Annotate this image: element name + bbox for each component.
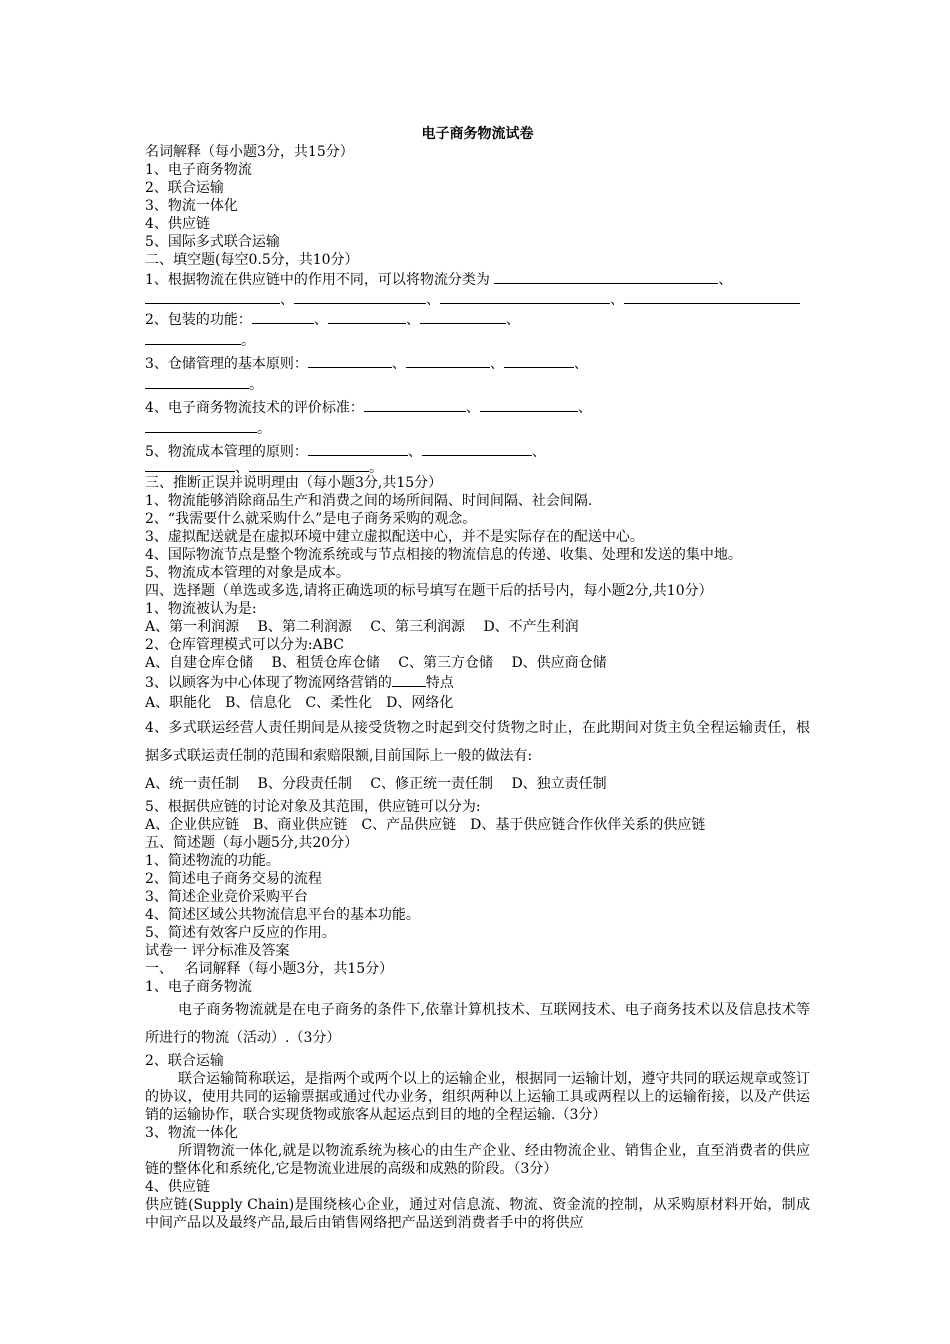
s3-item-1: 1、物流能够消除商品生产和消费之间的场所间隔、时间间隔、社会间隔. xyxy=(145,493,593,509)
section-1-heading: 名词解释（每小题3分，共15分） xyxy=(145,144,354,160)
s2-q5-cont: 、 。 xyxy=(145,461,810,474)
s4-q2: 2、仓库管理模式可以分为:ABC xyxy=(145,637,344,653)
s4-q5-options: A、企业供应链 B、商业供应链 C、产品供应链 D、基于供应链合作伙伴关系的供应链 xyxy=(145,817,706,833)
s2-q2-cont: 。 xyxy=(145,329,810,353)
s4-q3: 3、以顾客为中心体现了物流网络营销的 特点 xyxy=(145,672,810,692)
s2-q4-text: 4、电子商务物流技术的评价标准： xyxy=(145,400,364,416)
blank[interactable] xyxy=(249,461,369,472)
s2-q5: 5、物流成本管理的原则： 、 、 xyxy=(145,441,810,461)
s2-q3: 3、仓储管理的基本原则： 、 、 、 xyxy=(145,353,810,373)
blank[interactable] xyxy=(252,309,314,324)
blank[interactable] xyxy=(145,289,280,304)
s1-item-4: 4、供应链 xyxy=(145,216,210,232)
s1-item-3: 3、物流一体化 xyxy=(145,198,238,214)
document-page xyxy=(145,125,810,1232)
s4-q4: 4、多式联运经营人责任期间是从接受货物之时起到交付货物之时止，在此期间对货主负全程运输责任，根据多式联运责任制的范围和索赔限额,目前国际上一般的做法有: xyxy=(145,720,810,764)
s5-item-1: 1、简述物流的功能。 xyxy=(145,853,280,869)
blank[interactable] xyxy=(364,397,466,412)
s4-q1: 1、物流被认为是: xyxy=(145,601,257,617)
blank[interactable] xyxy=(420,309,506,324)
blank[interactable] xyxy=(145,330,241,345)
answer-3-text: 所谓物流一体化,就是以物流系统为核心的由生产企业、经由物流企业、销售企业，直至消费者的供应链的整体化和系统化,它是物流业进展的高级和成熟的阶段。（3分） xyxy=(145,1143,810,1177)
answer-1-heading: 1、电子商务物流 xyxy=(145,979,252,995)
s2-q3-text: 3、仓储管理的基本原则： xyxy=(145,356,308,372)
s1-item-2: 2、联合运输 xyxy=(145,180,224,196)
s3-item-5: 5、物流成本管理的对象是成本。 xyxy=(145,565,350,581)
blank[interactable] xyxy=(328,309,406,324)
blank[interactable] xyxy=(308,441,408,456)
s3-item-3: 3、虚拟配送就是在虚拟环境中建立虚拟配送中心，并不是实际存在的配送中心。 xyxy=(145,529,644,545)
blank[interactable] xyxy=(294,289,426,304)
blank[interactable] xyxy=(392,672,426,687)
s1-item-1: 1、电子商务物流 xyxy=(145,162,252,178)
s5-item-5: 5、简述有效客户反应的作用。 xyxy=(145,925,336,941)
section-4-heading: 四、选择题（单选或多选,请将正确选项的标号填写在题干后的括号内，每小题2分,共10分） xyxy=(145,583,713,599)
document-title: 电子商务物流试卷 xyxy=(421,126,534,142)
blank[interactable] xyxy=(624,289,800,304)
blank[interactable] xyxy=(494,269,718,284)
blank[interactable] xyxy=(422,441,532,456)
blank[interactable] xyxy=(480,397,578,412)
s4-q1-options: A、第一利润源 B、第二利润源 C、第三利润源 D、不产生利润 xyxy=(145,619,579,635)
s4-q4-options: A、统一责任制 B、分段责任制 C、修正统一责任制 D、独立责任制 xyxy=(145,776,607,792)
s3-item-2: 2、“我需要什么就采购什么”是电子商务采购的观念。 xyxy=(145,511,477,527)
s4-q5: 5、根据供应链的讨论对象及其范围，供应链可以分为: xyxy=(145,799,481,815)
s3-item-4: 4、国际物流节点是整个物流系统或与节点相接的物流信息的传递、收集、处理和发送的集中地。 xyxy=(145,547,742,563)
blank[interactable] xyxy=(504,353,574,368)
section-5-heading: 五、简述题（每小题5分,共20分） xyxy=(145,835,359,851)
blank[interactable] xyxy=(406,353,490,368)
answer-1-text: 电子商务物流就是在电子商务的条件下,依靠计算机技术、互联网技术、电子商务技术以及信息技术等所进行的物流（活动）.（3分） xyxy=(145,1002,810,1046)
answer-2-text: 联合运输简称联运，是指两个或两个以上的运输企业，根据同一运输计划，遵守共同的联运规章或签订的协议，使用共同的运输票据或通过代办业务，组织两种以上运输工具或两程以上的运输衔接，以及产供运销的运输协作，联合实现货物或旅客从起运点到目的地的全程运输.（3分） xyxy=(145,1071,810,1123)
answer-section-heading: 一、 名词解释（每小题3分，共15分） xyxy=(145,961,394,977)
s2-q2-text: 2、包装的功能： xyxy=(145,312,252,328)
blank[interactable] xyxy=(308,353,392,368)
s2-q4-cont: 。 xyxy=(145,417,810,441)
section-3-heading: 三、推断正误并说明理由（每小题3分,共15分） xyxy=(145,475,443,491)
s2-q4: 4、电子商务物流技术的评价标准： 、 、 xyxy=(145,397,810,417)
section-2-heading: 二、填空题(每空0.5分，共10分） xyxy=(145,252,359,268)
answer-4-text: 供应链(Supply Chain)是围绕核心企业，通过对信息流、物流、资金流的控制，从采购原材料开始，制成中间产品以及最终产品,最后由销售网络把产品送到消费者手中的将供应 xyxy=(145,1197,810,1231)
s5-item-2: 2、简述电子商务交易的流程 xyxy=(145,871,322,887)
s2-q1-cont: 、 、 、 xyxy=(145,289,810,309)
s2-q3-cont: 。 xyxy=(145,373,810,397)
answer-title: 试卷一 评分标准及答案 xyxy=(145,943,290,959)
s5-item-4: 4、简述区域公共物流信息平台的基本功能。 xyxy=(145,907,420,923)
s4-q2-options: A、自建仓库仓储 B、租赁仓库仓储 C、第三方仓储 D、供应商仓储 xyxy=(145,655,607,671)
s4-q3-options: A、职能化 B、信息化 C、柔性化 D、网络化 xyxy=(145,695,454,711)
s5-item-3: 3、简述企业竞价采购平台 xyxy=(145,889,308,905)
blank[interactable] xyxy=(145,418,257,433)
s2-q1: 1、根据物流在供应链中的作用不同，可以将物流分类为 、 xyxy=(145,269,810,289)
answer-2-heading: 2、联合运输 xyxy=(145,1053,224,1069)
s2-q5-text: 5、物流成本管理的原则： xyxy=(145,444,308,460)
blank[interactable] xyxy=(145,461,235,472)
s1-item-5: 5、国际多式联合运输 xyxy=(145,234,280,250)
s2-q2: 2、包装的功能： 、 、 、 xyxy=(145,309,810,329)
s2-q1-text: 1、根据物流在供应链中的作用不同，可以将物流分类为 xyxy=(145,272,490,288)
answer-3-heading: 3、物流一体化 xyxy=(145,1125,238,1141)
blank[interactable] xyxy=(440,289,610,304)
blank[interactable] xyxy=(145,374,249,389)
answer-4-heading: 4、供应链 xyxy=(145,1179,210,1195)
